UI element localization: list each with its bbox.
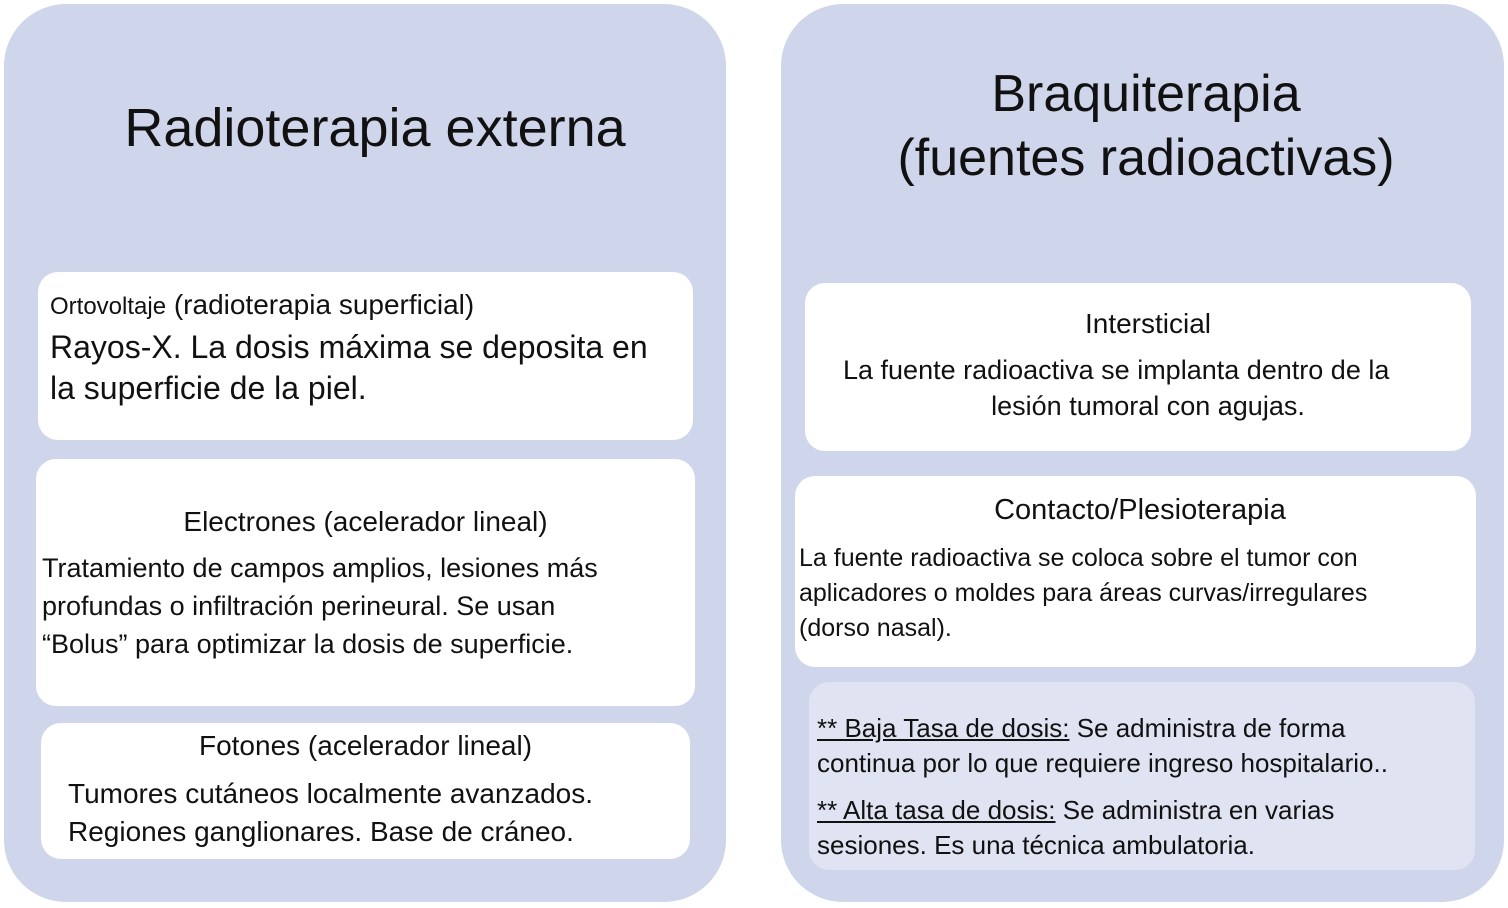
interstitial-heading: Intersticial: [1084, 308, 1212, 339]
photons-line-2: Regiones ganglionares. Base de cráneo.: [68, 816, 574, 847]
electrons-heading: Electrones (acelerador lineal): [183, 506, 548, 537]
high-dose-rate-prefix: **: [817, 795, 844, 825]
interstitial-line-1: La fuente radioactiva se implanta dentro de la: [843, 355, 1390, 385]
contact-line-1: La fuente radioactiva se coloca sobre el tumor con: [799, 544, 1358, 572]
orthovoltage-subtitle: (radioterapia superficial): [166, 289, 475, 320]
orthovoltage-line-2: la superficie de la piel.: [50, 370, 367, 406]
electrons-line-3: “Bolus” para optimizar la dosis de superficie.: [42, 629, 574, 659]
low-dose-rate-text-2: continua por lo que requiere ingreso hospitalario..: [817, 748, 1388, 778]
high-dose-rate-text-2: sesiones. Es una técnica ambulatoria.: [817, 830, 1255, 860]
low-dose-rate-line-1: [817, 710, 1345, 746]
low-dose-rate-text-1: Se administra de forma: [1069, 713, 1346, 743]
photons-line-1: Tumores cutáneos localmente avanzados.: [68, 778, 594, 809]
contact-line-2: aplicadores o moldes para áreas curvas/irregulares: [799, 579, 1368, 607]
electrons-line-2: profundas o infiltración perineural. Se usan: [42, 591, 556, 621]
orthovoltage-term: Ortovoltaje: [50, 293, 167, 320]
contact-line-3: (dorso nasal).: [799, 614, 952, 642]
high-dose-rate-text-1: Se administra en varias: [1055, 795, 1335, 825]
interstitial-card: [805, 283, 1471, 451]
electrons-card: [36, 459, 695, 706]
photons-heading: Fotones (acelerador lineal): [198, 730, 533, 761]
contact-heading: Contacto/Plesioterapia: [994, 494, 1286, 526]
dose-rate-card: [809, 682, 1475, 870]
external-radiotherapy-title: Radioterapia externa: [124, 98, 626, 158]
low-dose-rate-label: Baja Tasa de dosis:: [844, 713, 1070, 743]
interstitial-line-2: lesión tumoral con agujas.: [991, 391, 1305, 421]
brachytherapy-title: Braquiterapia (fuentes radioactivas): [897, 65, 1395, 187]
orthovoltage-heading: [50, 286, 474, 326]
high-dose-rate-label: Alta tasa de dosis:: [843, 795, 1056, 825]
high-dose-rate-line-1: [817, 792, 1334, 828]
electrons-line-1: Tratamiento de campos amplios, lesiones más: [42, 553, 598, 583]
low-dose-rate-prefix: **: [817, 713, 845, 743]
photons-card: [41, 723, 690, 859]
orthovoltage-line-1: Rayos-X. La dosis máxima se deposita en: [50, 329, 648, 365]
contact-plesiotherapy-card: [795, 476, 1476, 667]
orthovoltage-card: [38, 272, 693, 440]
